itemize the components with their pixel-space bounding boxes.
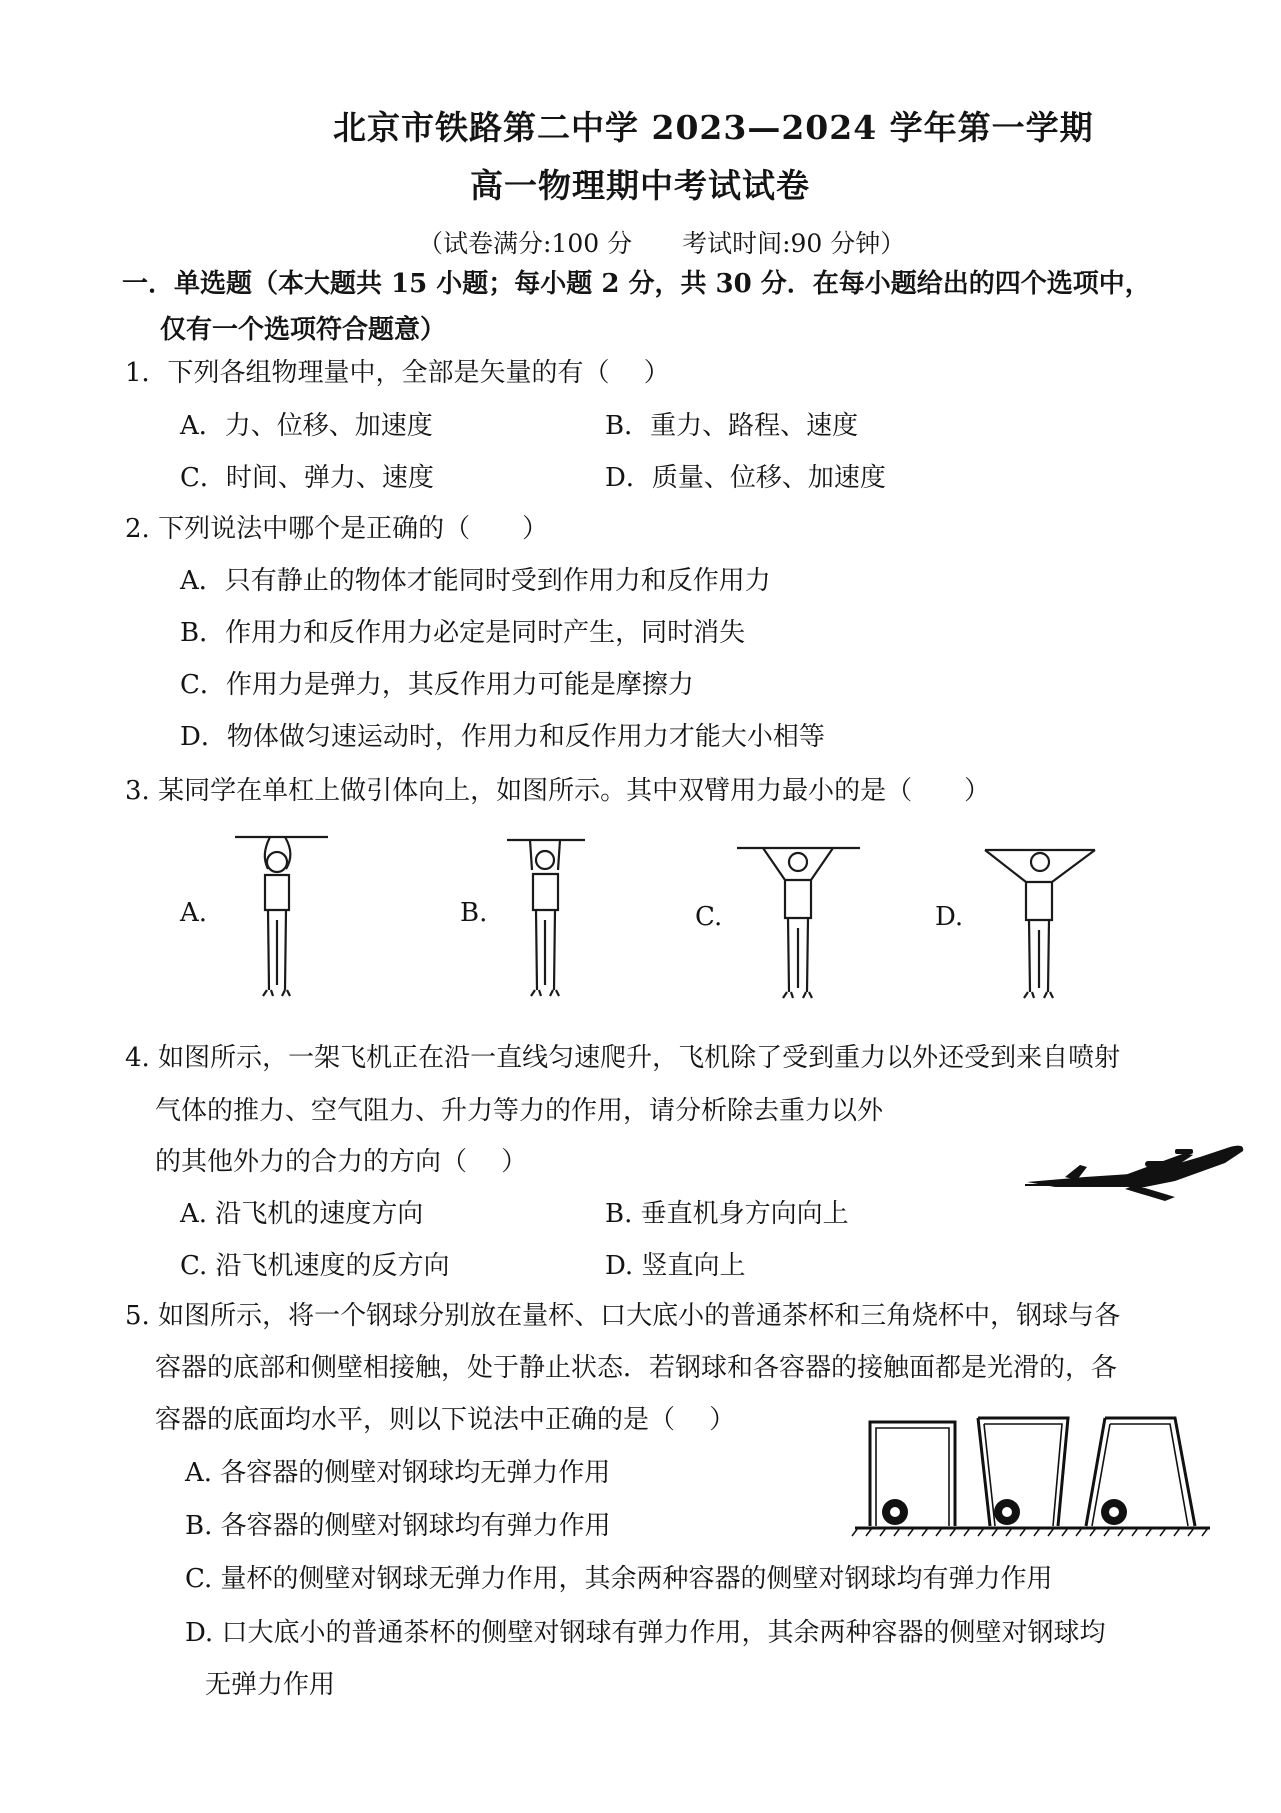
q4-option-d: D. 竖直向上 xyxy=(605,1251,746,1281)
pull-up-figure-icon xyxy=(230,825,330,1000)
q5-option-c: C. 量杯的侧壁对钢球无弹力作用，其余两种容器的侧壁对钢球均有弹力作用 xyxy=(185,1564,1053,1594)
pull-up-figure-icon xyxy=(735,840,865,1005)
q1-option-d: D．质量、位移、加速度 xyxy=(605,463,886,493)
question-5-stem-line2: 容器的底部和侧壁相接触，处于静止状态．若钢球和各容器的接触面都是光滑的，各 xyxy=(155,1353,1118,1383)
section-heading-line1: 一．单选题（本大题共 15 小题；每小题 2 分，共 30 分．在每小题给出的四个选项中， xyxy=(122,269,1151,299)
q3-label-b: B. xyxy=(460,898,488,928)
question-4-stem-line2: 气体的推力、空气阻力、升力等力的作用，请分析除去重力以外 xyxy=(155,1096,884,1126)
school-title: 北京市铁路第二中学 2023—2024 学年第一学期 xyxy=(333,108,1094,147)
section-heading-line2: 仅有一个选项符合题意） xyxy=(160,315,447,345)
q1-option-a: A．力、位移、加速度 xyxy=(180,411,433,441)
pull-up-figure-icon xyxy=(505,830,590,1000)
q4-option-c: C. 沿飞机速度的反方向 xyxy=(180,1251,450,1281)
question-5-stem-line1: 5. 如图所示，将一个钢球分别放在量杯、口大底小的普通茶杯和三角烧杯中，钢球与各 xyxy=(125,1301,1121,1331)
q2-option-b: B．作用力和反作用力必定是同时产生，同时消失 xyxy=(180,618,746,648)
airplane-icon xyxy=(1025,1135,1250,1205)
q3-label-c: C. xyxy=(695,902,723,932)
question-1-stem: 1．下列各组物理量中，全部是矢量的有（ ） xyxy=(125,358,670,388)
question-3-stem: 3. 某同学在单杠上做引体向上，如图所示。其中双臂用力最小的是（ ） xyxy=(125,776,991,806)
question-4-stem-line1: 4. 如图所示，一架飞机正在沿一直线匀速爬升，飞机除了受到重力以外还受到来自喷射 xyxy=(125,1043,1121,1073)
q4-option-a: A. 沿飞机的速度方向 xyxy=(180,1199,424,1229)
question-4-stem-line3: 的其他外力的合力的方向（ ） xyxy=(155,1147,528,1177)
question-5-stem-line3: 容器的底面均水平，则以下说法中正确的是（ ） xyxy=(155,1405,736,1435)
q4-option-b: B. 垂直机身方向向上 xyxy=(605,1199,849,1229)
container-ball-icon xyxy=(850,1410,1215,1545)
q3-label-d: D. xyxy=(935,902,964,932)
q5-option-d-continued: 无弹力作用 xyxy=(205,1670,336,1700)
q1-option-b: B．重力、路程、速度 xyxy=(605,411,859,441)
q2-option-a: A．只有静止的物体才能同时受到作用力和反作用力 xyxy=(180,566,771,596)
q5-option-d: D. 口大底小的普通茶杯的侧壁对钢球有弹力作用，其余两种容器的侧壁对钢球均 xyxy=(185,1618,1106,1648)
exam-title: 高一物理期中考试试卷 xyxy=(470,166,810,205)
q3-label-a: A. xyxy=(180,898,208,928)
exam-info: （试卷满分:100 分 考试时间:90 分钟） xyxy=(418,229,906,258)
q5-option-b: B. 各容器的侧壁对钢球均有弹力作用 xyxy=(185,1511,611,1541)
q1-option-c: C．时间、弹力、速度 xyxy=(180,463,434,493)
pull-up-figure-icon xyxy=(980,840,1100,1005)
question-2-stem: 2. 下列说法中哪个是正确的（ ） xyxy=(125,514,549,544)
q5-option-a: A. 各容器的侧壁对钢球均无弹力作用 xyxy=(185,1458,611,1488)
q2-option-d: D．物体做匀速运动时，作用力和反作用力才能大小相等 xyxy=(180,722,825,752)
q2-option-c: C．作用力是弹力，其反作用力可能是摩擦力 xyxy=(180,670,694,700)
